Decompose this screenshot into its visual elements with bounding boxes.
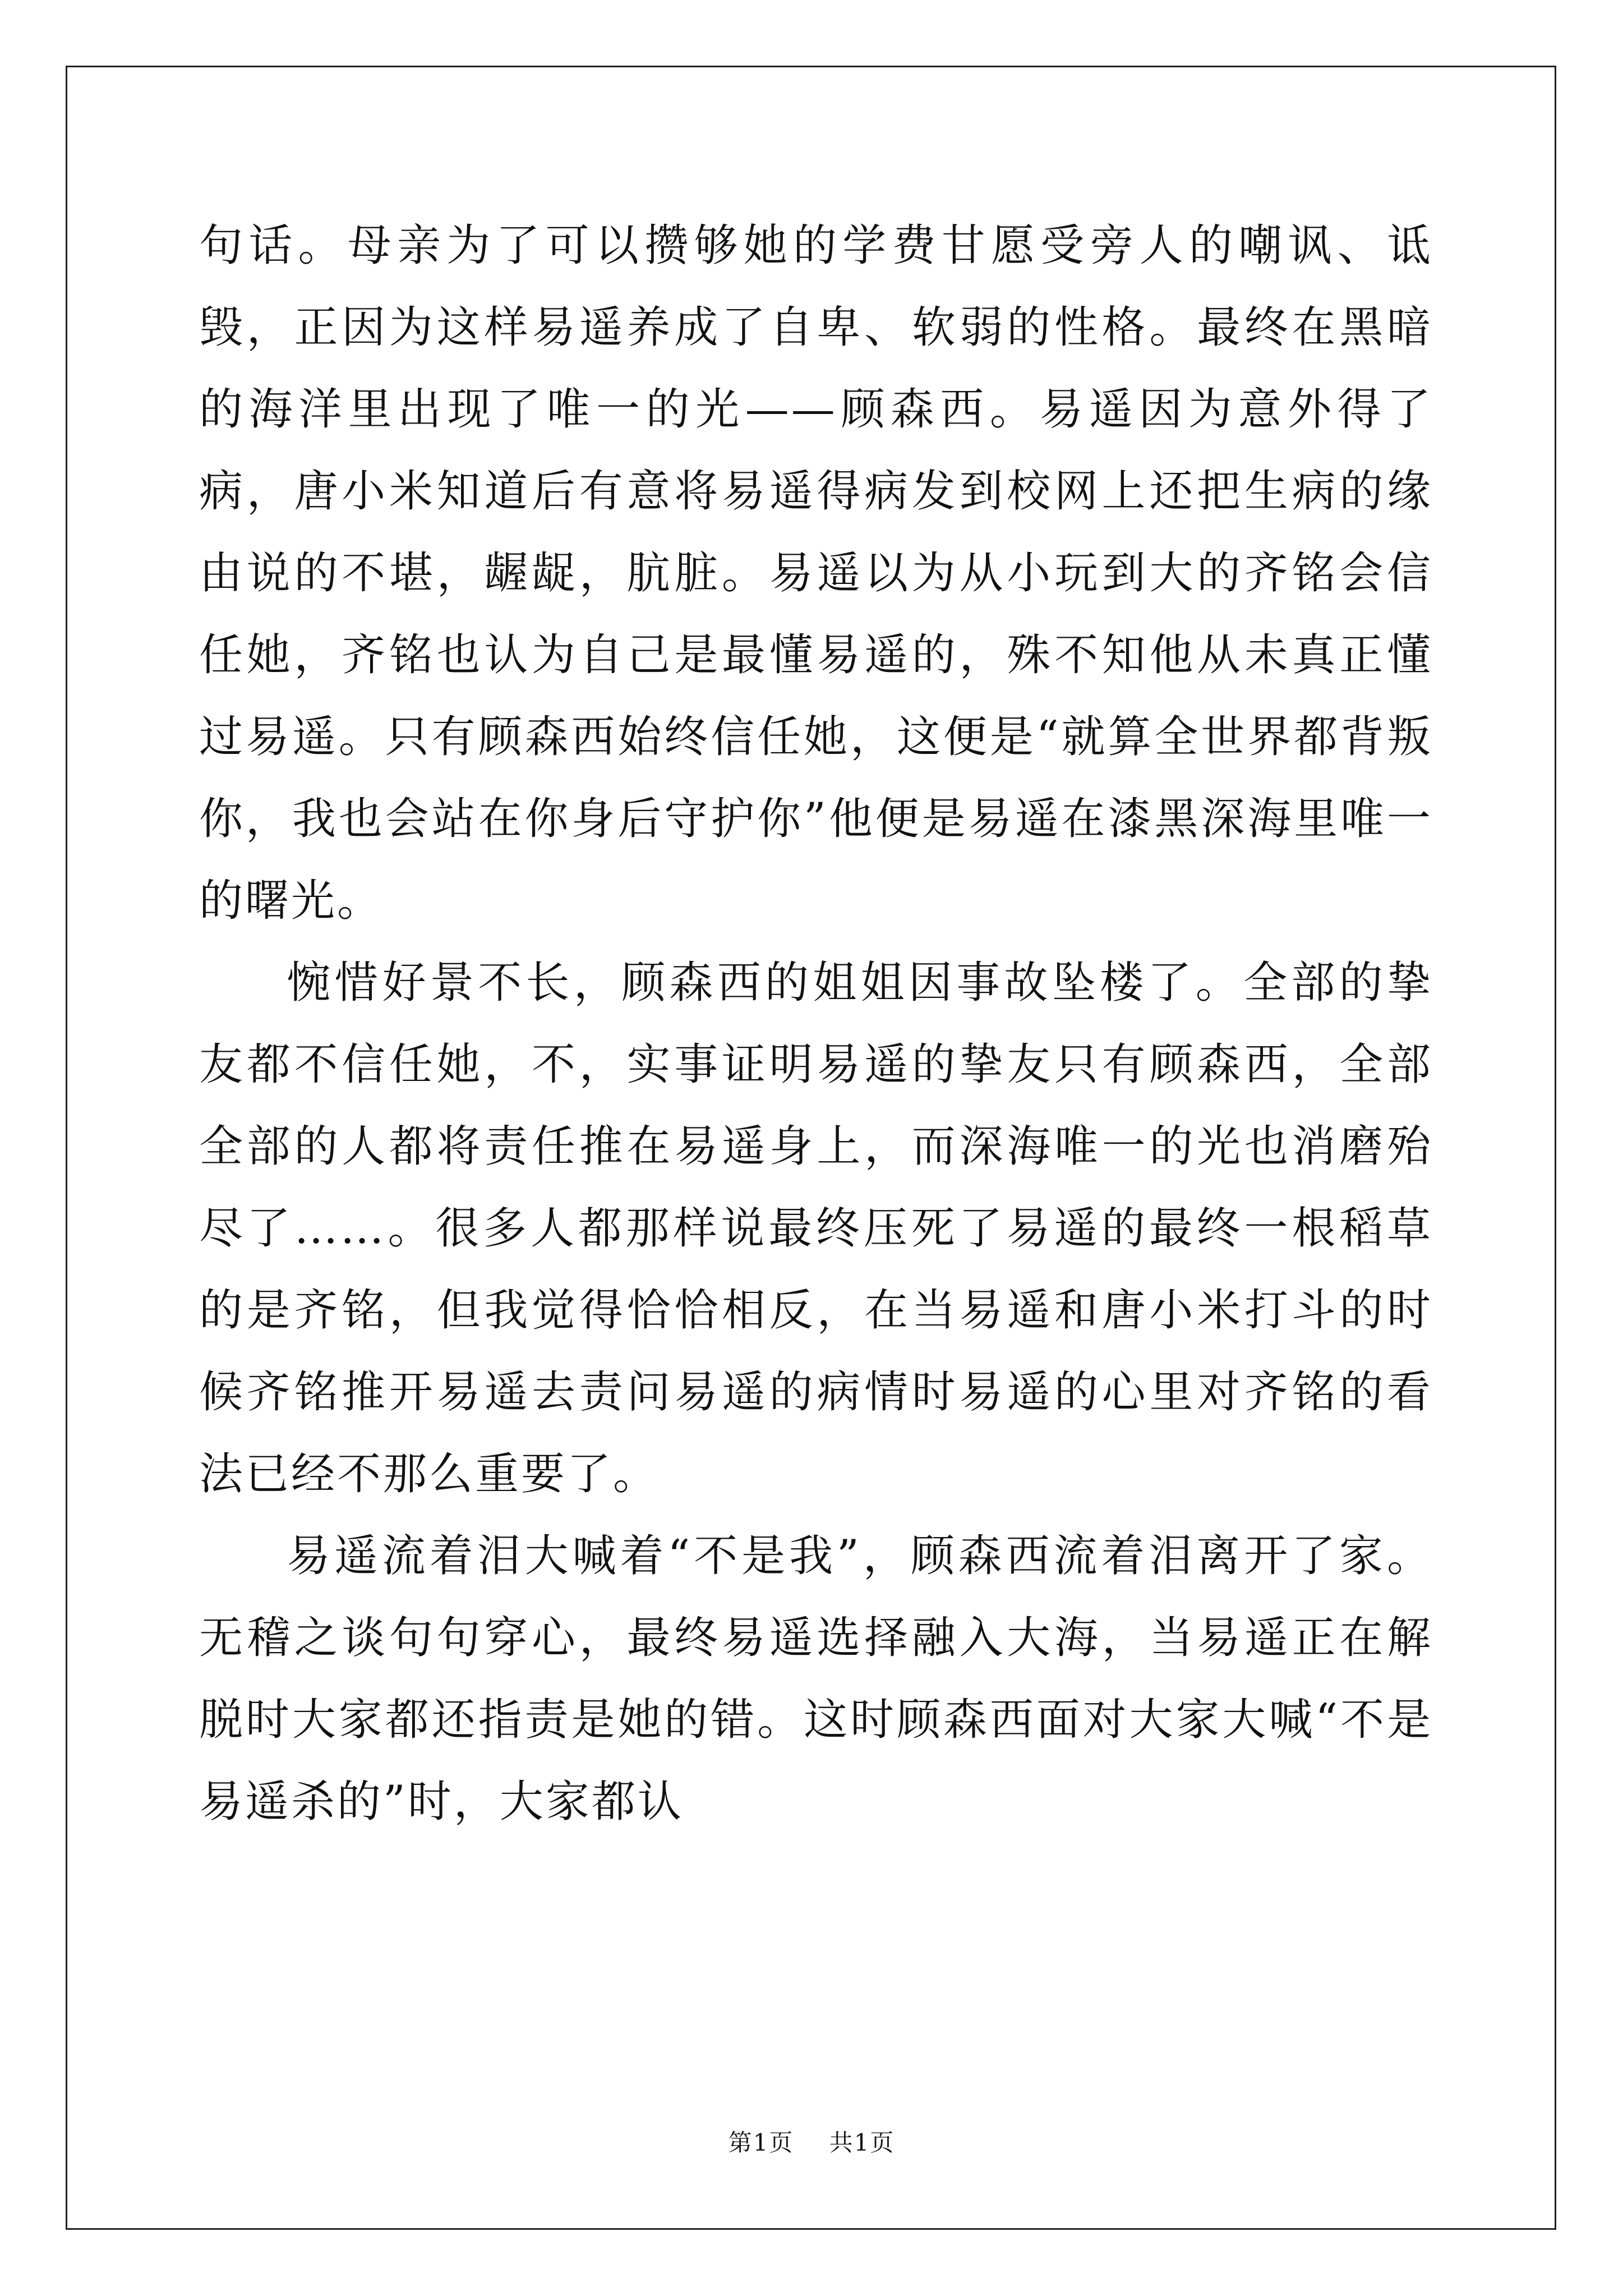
page-number: 第1页 bbox=[728, 2129, 794, 2156]
paragraph-1: 句话。母亲为了可以攒够她的学费甘愿受旁人的嘲讽、诋毁，正因为这样易遥养成了自卑、软弱的性格。最终在黑暗的海洋里出现了唯一的光——顾森西。易遥因为意外得了病，唐小米知道后有意将易遥得病发到校网上还把生病的缘由说的不堪，龌龊，肮脏。易遥以为从小玩到大的齐铭会信任她，齐铭也认为自己是最懂易遥的，殊不知他从未真正懂过易遥。只有顾森西始终信任她，这便是“就算全世界都背叛你，我也会站在你身后守护你”他便是易遥在漆黑深海里唯一的曙光。 bbox=[199, 220, 1433, 926]
paragraph-2: 惋惜好景不长，顾森西的姐姐因事故坠楼了。全部的挚友都不信任她，不，实事证明易遥的挚友只有顾森西，全部全部的人都将责任推在易遥身上，而深海唯一的光也消磨殆尽了……。很多人都那样说最终压死了易遥的最终一根稻草的是齐铭，但我觉得恰恰相反，在当易遥和唐小米打斗的时候齐铭推开易遥去责问易遥的病情时易遥的心里对齐铭的看法已经不那么重要了。 bbox=[199, 958, 1433, 1499]
page-total: 共1页 bbox=[829, 2129, 895, 2156]
page-footer bbox=[0, 2126, 1623, 2160]
document-body bbox=[199, 205, 1433, 1843]
paragraph-3: 易遥流着泪大喊着“不是我”，顾森西流着泪离开了家。无稽之谈句句穿心，最终易遥选择融入大海，当易遥正在解脱时大家都还指责是她的错。这时顾森西面对大家大喊“不是易遥杀的”时，大家都认 bbox=[199, 1531, 1433, 1827]
